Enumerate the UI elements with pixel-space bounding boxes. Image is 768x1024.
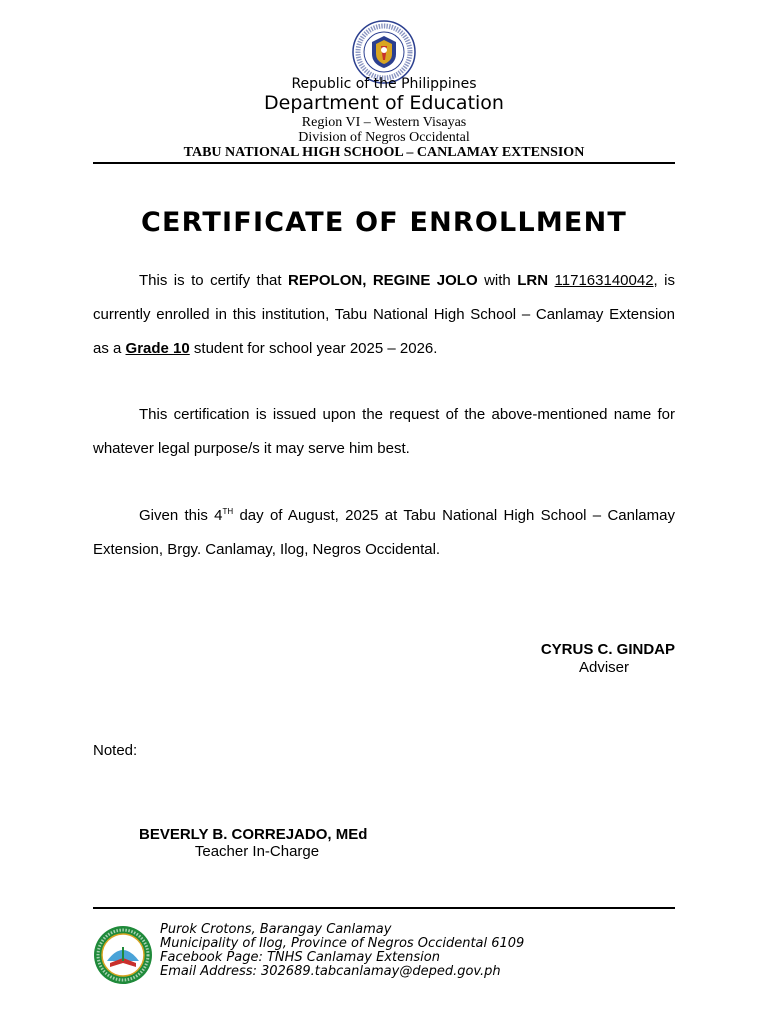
noted-label: Noted: (93, 742, 138, 759)
region-line: Region VI – Western Visayas (301, 115, 467, 130)
adviser-role: Adviser (578, 659, 630, 676)
teacher-in-charge-role: Teacher In-Charge (194, 843, 320, 860)
grade-level: Grade 10 (125, 340, 190, 357)
deped-seal-icon (352, 20, 416, 84)
certificate-title: CERTIFICATE OF ENROLLMENT (141, 207, 627, 238)
text-segment: with (477, 272, 518, 289)
text-segment: day of August, 2025 at Tabu National High School – Canlamay Extension, Brgy. Canlamay, Ilog, Negros Occidental. (93, 507, 675, 558)
school-logo-icon (93, 925, 153, 985)
school-name-line: TABU NATIONAL HIGH SCHOOL – CANLAMAY EXTENSION (183, 145, 585, 160)
footer-email: Email Address: 302689.tabcanlamay@deped.gov.ph (160, 964, 501, 979)
student-name: REPOLON, REGINE JOLO (288, 272, 478, 289)
text-segment: This is to certify that (139, 272, 289, 289)
text-segment: Given this 4 (139, 507, 223, 524)
text-segment: , is currently enrolled in this institution, Tabu National High School – Canlamay Extension as a (93, 272, 676, 357)
department-line: Department of Education (264, 92, 504, 114)
text-segment: This certification is issued upon the request of the above-mentioned name for whatever legal purpose/s it may serve him best. (93, 406, 675, 457)
text-segment: student for school year 2025 – 2026. (189, 340, 438, 357)
footer-address-line-2: Municipality of Ilog, Province of Negros Occidental 6109 (160, 936, 525, 951)
lrn-value: 117163140042 (554, 272, 654, 289)
footer-facebook: Facebook Page: TNHS Canlamay Extension (160, 950, 440, 965)
purpose-paragraph (93, 398, 675, 466)
adviser-name: CYRUS C. GINDAP (540, 641, 675, 658)
day-ordinal-suffix: TH (222, 507, 234, 516)
division-line: Division of Negros Occidental (298, 130, 470, 145)
certification-paragraph (93, 264, 675, 366)
footer-address-line-1: Purok Crotons, Barangay Canlamay (160, 922, 392, 937)
republic-line: Republic of the Philippines (291, 76, 477, 92)
footer-divider (93, 907, 675, 909)
given-date-paragraph (93, 499, 675, 567)
header-divider (93, 162, 675, 164)
teacher-in-charge-name: BEVERLY B. CORREJADO, MEd (139, 826, 368, 843)
lrn-label: LRN (517, 272, 549, 289)
